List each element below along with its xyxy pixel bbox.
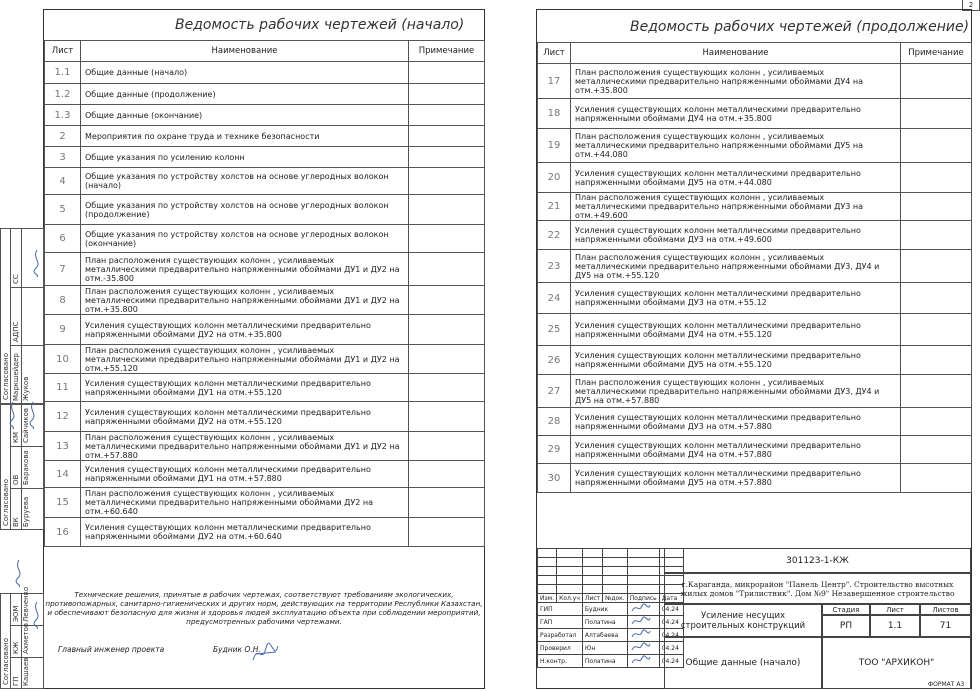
header-col: Изм. [538,594,557,603]
staff-name: Алтабаева [582,629,627,642]
table-row [45,461,485,488]
staff-name: Полатина [582,616,627,629]
table-row [45,147,485,168]
approval-column-divider [10,228,11,404]
sheet-note [409,432,485,461]
format-label: ФОРМАТ А3 [928,681,965,688]
staff-signature [627,629,659,642]
sheet-note [409,62,485,84]
table-row [45,126,485,147]
sheet-note [901,250,972,283]
sheet-note [409,105,485,126]
object-name-text: Усиление несущих строительных конструкций [680,610,806,631]
staff-signature-icon [630,616,652,626]
table-row [538,408,972,436]
approval-row-divider [11,228,44,229]
sheet-number: 5 [45,195,81,225]
document-title-text: Общие данные (начало) [685,658,801,668]
left-register-table [44,40,485,547]
sheet-note [901,99,972,129]
sheet-name: План расположения существующих колонн , усиливаемых металлическими предварительно напряженными обоймами ДУ4 на отм.+35.800 [571,64,901,99]
table-row [538,129,972,163]
revision-row [538,549,684,558]
approval-role: КЖ [12,641,20,654]
table-row [45,402,485,432]
header-col: №док. [603,594,628,603]
sheet-number: 7 [45,253,81,286]
stage-label [822,604,870,615]
revision-row [538,567,684,576]
approval-signature [12,558,26,588]
revision-cell [627,567,659,576]
sheet-note [409,402,485,432]
approval-signature [26,400,40,430]
stage-label-text: Стадия [832,605,860,614]
sheet-name: Усиления существующих колонн металлическими предварительно напряженными обоймами ДУ1 на отм.+55.120 [81,374,409,402]
sheets-value-text: 71 [939,621,952,631]
sheet-note [901,283,972,314]
sheet-note [409,253,485,286]
project-code-text: 301123-1-КЖ [786,555,849,566]
table-row [538,436,972,464]
sheet-note [409,168,485,195]
header-col: Кол.уч [557,594,583,603]
approval-name: Ахметов [22,622,30,654]
table-row [45,253,485,286]
header-col: Подпись [627,594,659,603]
sheet-name: Общие данные (продолжение) [81,84,409,105]
approval-role: Маркшейдер [12,353,20,401]
right-table-header [538,43,972,64]
sheet-name: Усиления существующих колонн металлическими предварительно напряженными обоймами ДУ5 на отм.+55.120 [571,346,901,375]
table-row [538,314,972,346]
approval-role: ЭОМ [12,605,20,622]
sheet-number: 19 [538,129,571,163]
sheet-number: 28 [538,408,571,436]
revision-cell [603,567,628,576]
sheet-note [901,375,972,408]
project-address [664,573,971,604]
staff-name: Юн [582,642,627,655]
project-code [664,548,971,573]
sheet-name: Усиления существующих колонн металлическими предварительно напряженными обоймами ДУ3 на отм.+49.600 [571,221,901,250]
staff-date: 04.24 [659,603,683,616]
approval-name: Буруева [22,496,30,527]
sheet-note [409,315,485,345]
staff-signature-icon [630,642,652,652]
title-block-header-row [538,594,684,603]
sheet-number: 8 [45,286,81,315]
approval-name: Сайчиков [22,407,30,443]
staff-signature-icon [630,603,652,613]
sheet-number: 25 [538,314,571,346]
revision-cell [582,558,602,567]
revision-row [538,585,684,594]
sheet-name: Усиления существующих колонн металлическими предварительно напряженными обоймами ДУ4 на отм.+55.120 [571,314,901,346]
sheet-note [901,221,972,250]
sheet-note [901,163,972,193]
sheet-number: 6 [45,225,81,253]
approval-role: ОВ [12,474,20,485]
left-table-header [45,41,485,62]
sheet-number: 10 [45,345,81,374]
revision-cell [538,567,557,576]
sheet-number: 3 [45,147,81,168]
sheet-name: Усиления существующих колонн металлическими предварительно напряженными обоймами ДУ2 на отм.+55.120 [81,402,409,432]
revision-cell [582,585,602,594]
sheet-number: 12 [45,402,81,432]
approval-name: Баракова [22,450,30,485]
sheet-name: План расположения существующих колонн , усиливаемых металлическими предварительно напряженными обоймами ДУ2 на отм.+60.640 [81,488,409,518]
revision-cell [538,576,557,585]
table-row [45,488,485,518]
approval-row-divider [11,488,44,489]
approval-name: Кашаев [22,657,30,686]
approval-column-divider [21,404,22,530]
revision-cell [627,585,659,594]
revision-cell [538,549,557,558]
sheet-number: 17 [538,64,571,99]
sheet-number: 16 [45,518,81,547]
revision-cell [582,567,602,576]
chief-engineer-label: Главный инженер проекта [58,645,165,654]
staff-signature [627,655,659,668]
sheet-note [901,346,972,375]
staff-role: Разработал [538,629,583,642]
sheet-note [901,193,972,221]
sheet-number: 21 [538,193,571,221]
sheet-name: План расположения существующих колонн , усиливаемых металлическими предварительно напряженными обоймами ДУ1 и ДУ2 на отм.-35.800 [81,253,409,286]
approval-name: Левченко [22,586,30,622]
col-name-header: Наименование [81,41,409,62]
staff-row [538,655,684,668]
sheet-name: Усиления существующих колонн металлическими предварительно напряженными обоймами ДУ2 на отм.+60.640 [81,518,409,547]
revision-cell [627,549,659,558]
sheet-name: Общие данные (окончание) [81,105,409,126]
staff-role: ГАП [538,616,583,629]
sheet-note [409,488,485,518]
revision-cell [557,549,583,558]
revision-cell [603,576,628,585]
header-col: Дата [659,594,683,603]
page-number: 2 [968,1,974,9]
table-row [538,464,972,493]
sheet-number: 26 [538,346,571,375]
right-sheet-title: Ведомость рабочих чертежей (продолжение) [630,19,970,35]
staff-signature-icon [630,655,652,665]
staff-date: 04.24 [659,629,683,642]
approval-role: КМ [12,431,20,443]
staff-date: 04.24 [659,642,683,655]
sheet-name: Общие указания по устройству холстов на основе углеродных волокон (начало) [81,168,409,195]
staff-date: 04.24 [659,655,683,668]
sheets-label-text: Листов [932,605,959,614]
revision-row [538,558,684,567]
staff-name: Полатина [582,655,627,668]
stage-value-text: РП [839,621,853,631]
sheet-note [409,84,485,105]
sheet-number: 13 [45,432,81,461]
table-row [45,374,485,402]
revision-cell [627,558,659,567]
sheet-value-text: 1.1 [887,621,903,631]
revision-cell [582,576,602,585]
sheet-value [870,615,920,637]
table-row [538,64,972,99]
staff-row [538,616,684,629]
sheet-name: Усиления существующих колонн металлическими предварительно напряженными обоймами ДУ1 на отм.+57.880 [81,461,409,488]
sheet-note [409,195,485,225]
sheet-note [409,374,485,402]
table-row [538,250,972,283]
document-title [664,637,822,689]
sheet-note [901,64,972,99]
sheet-name: Усиления существующих колонн металлическими предварительно напряженными обоймами ДУ2 на отм.+35.800 [81,315,409,345]
table-row [45,105,485,126]
table-row [45,345,485,374]
table-row [45,84,485,105]
staff-signature [627,616,659,629]
sheet-number: 15 [45,488,81,518]
table-row [45,315,485,345]
staff-date: 04.24 [659,616,683,629]
sheet-number: 1.3 [45,105,81,126]
approval-column-divider [21,593,22,689]
sheet-name: План расположения существующих колонн , усиливаемых металлическими предварительно напряженными обоймами ДУ3, ДУ4 и ДУ5 на отм.+57.880 [571,375,901,408]
sheet-name: Усиления существующих колонн металлическими предварительно напряженными обоймами ДУ5 на отм.+57.880 [571,464,901,493]
revision-cell [627,576,659,585]
sheet-number: 4 [45,168,81,195]
approval-signature [6,400,20,430]
revision-cell [557,567,583,576]
sheet-name: Усиления существующих колонн металлическими предварительно напряженными обоймами ДУ5 на отм.+44.080 [571,163,901,193]
revision-cell [557,576,583,585]
sheet-name: План расположения существующих колонн , усиливаемых металлическими предварительно напряженными обоймами ДУ1 и ДУ2 на отм.+57.880 [81,432,409,461]
sheet-number: 11 [45,374,81,402]
table-row [538,163,972,193]
approval-row-divider [11,446,44,447]
left-sheet-title: Ведомость рабочих чертежей (начало) [175,17,465,33]
sheet-name: План расположения существующих колонн , усиливаемых металлическими предварительно напряженными обоймами ДУ3, ДУ4 и ДУ5 на отм.+55.120 [571,250,901,283]
sheet-number: 14 [45,461,81,488]
sheet-number: 18 [538,99,571,129]
staff-signature [627,642,659,655]
approval-signature [30,248,44,278]
sheet-note [409,518,485,547]
sheet-note [901,464,972,493]
table-row [45,62,485,84]
sheet-number: 1.1 [45,62,81,84]
staff-row [538,642,684,655]
sheet-number: 27 [538,375,571,408]
chief-signature [250,640,282,668]
sheet-name: План расположения существующих колонн , усиливаемых металлическими предварительно напряженными обоймами ДУ1 и ДУ2 на отм.+35.800 [81,286,409,315]
approval-row-divider [11,345,44,346]
sheet-number: 22 [538,221,571,250]
approval-title: Согласовано [2,637,10,685]
sheets-label [920,604,971,615]
approval-column-divider [10,593,11,689]
approval-role: ГП [12,676,20,686]
sheet-number: 20 [538,163,571,193]
revision-cell [557,585,583,594]
table-row [45,225,485,253]
sheet-label [870,604,920,615]
sheet-number: 24 [538,283,571,314]
header-col: Лист [582,594,602,603]
sheet-name: Усиления существующих колонн металлическими предварительно напряженными обоймами ДУ3 на отм.+57.880 [571,408,901,436]
sheet-name: Общие указания по усилению колонн [81,147,409,168]
technical-notes: Технические решения, принятые в рабочих чертежах, соответствуют требованиям экологических, противопожарных, санитарно-гигиенических и других норм, действующих на территории Республики Казахстан, и обеспечивают безопасную для жизни и здоровья людей эксплуатацию объекта при соблюдении мероприятий, предусмотренных рабочими чертежами. [45,590,483,626]
stage-value [822,615,870,637]
sheet-name: Общие указания по устройству холстов на основе углеродных волокон (окончание) [81,225,409,253]
sheet-note [901,129,972,163]
sheet-name: Усиления существующих колонн металлическими предварительно напряженными обоймами ДУ4 на отм.+57.880 [571,436,901,464]
sheet-name: Общие указания по устройству холстов на основе углеродных волокон (продолжение) [81,195,409,225]
chief-engineer-name: Будник О.Н. [213,645,261,654]
staff-signature-icon [630,629,652,639]
approval-title: Согласовано [2,352,10,400]
approval-signature [30,600,44,630]
col-note-header: Примечание [901,43,972,64]
col-sheet-header: Лист [538,43,571,64]
sheet-name: План расположения существующих колонн , усиливаемых металлическими предварительно напряженными обоймами ДУ3 на отм.+49.600 [571,193,901,221]
approval-column-divider [21,228,22,404]
approval-name: Жуков [22,376,30,401]
staff-name: Будник [582,603,627,616]
revision-cell [538,585,557,594]
staff-signature [627,603,659,616]
staff-role: Н.контр. [538,655,583,668]
table-row [538,375,972,408]
company-name-text: ТОО "АРХИКОН" [858,658,935,668]
table-row [538,193,972,221]
revision-cell [538,558,557,567]
staff-row [538,603,684,616]
right-register-table [537,42,972,493]
approval-role: ВК [12,517,20,527]
sheet-number: 30 [538,464,571,493]
approval-row-divider [11,287,44,288]
sheet-name: План расположения существующих колонн , усиливаемых металлическими предварительно напряженными обоймами ДУ1 и ДУ2 на отм.+55.120 [81,345,409,374]
approval-title: Согласовано [2,478,10,526]
sheet-number: 29 [538,436,571,464]
title-block-grid [537,548,684,668]
project-address-text: г.Караганда, микрорайон "Панель Центр". Строительство высотных жилых домов "Трилистник". Дом №9" Незавершенное строительство [680,579,955,598]
table-row [45,195,485,225]
approval-role: АДПС [12,321,20,343]
col-note-header: Примечание [409,41,485,62]
sheet-note [409,286,485,315]
col-name-header: Наименование [571,43,901,64]
sheet-note [409,345,485,374]
revision-cell [603,558,628,567]
revision-cell [603,549,628,558]
revision-cell [582,549,602,558]
sheet-number: 23 [538,250,571,283]
sheet-number: 2 [45,126,81,147]
sheet-number: 1.2 [45,84,81,105]
revision-cell [603,585,628,594]
sheet-name: Усиления существующих колонн металлическими предварительно напряженными обоймами ДУ3 на отм.+55.12 [571,283,901,314]
sheet-note [409,225,485,253]
table-row [538,221,972,250]
sheet-note [901,436,972,464]
sheet-name: План расположения существующих колонн , усиливаемых металлическими предварительно напряженными обоймами ДУ5 на отм.+44.080 [571,129,901,163]
sheet-note [901,408,972,436]
approval-role: СС [12,273,20,284]
table-row [45,168,485,195]
table-row [538,283,972,314]
object-name [664,604,822,637]
sheet-note [409,461,485,488]
staff-role: ГИП [538,603,583,616]
table-row [538,99,972,129]
sheet-name: Общие данные (начало) [81,62,409,84]
staff-row [538,629,684,642]
sheet-number: 9 [45,315,81,345]
sheets-value [920,615,971,637]
revision-row [538,576,684,585]
sheet-label-text: Лист [886,605,904,614]
staff-role: Проверил [538,642,583,655]
table-row [45,286,485,315]
sheet-name: Мероприятия по охране труда и технике безопасности [81,126,409,147]
col-sheet-header: Лист [45,41,81,62]
sheet-note [409,126,485,147]
sheet-note [901,314,972,346]
revision-cell [557,558,583,567]
table-row [45,518,485,547]
sheet-name: Усиления существующих колонн металлическими предварительно напряженными обоймами ДУ4 на отм.+35.800 [571,99,901,129]
table-row [538,346,972,375]
table-row [45,432,485,461]
sheet-note [409,147,485,168]
